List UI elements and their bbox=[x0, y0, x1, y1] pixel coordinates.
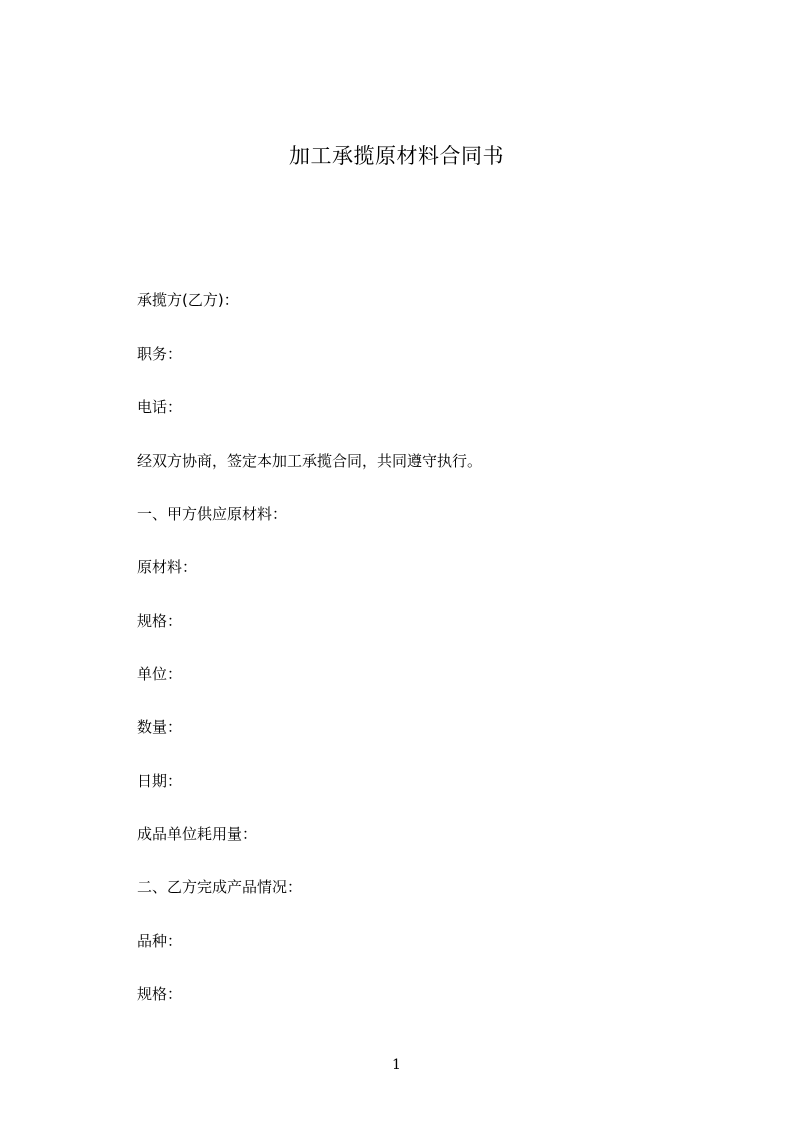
contractor-party-b-label: 承揽方(乙方)： bbox=[137, 291, 239, 309]
document-title: 加工承揽原材料合同书 bbox=[289, 144, 504, 168]
raw-material-label: 原材料： bbox=[137, 558, 198, 576]
section-2-heading: 二、乙方完成产品情况： bbox=[137, 878, 303, 896]
product-variety-label: 品种： bbox=[137, 932, 183, 950]
date-label: 日期： bbox=[137, 772, 183, 790]
quantity-label: 数量： bbox=[137, 718, 183, 736]
product-specification-label: 规格： bbox=[137, 985, 183, 1003]
phone-label: 电话： bbox=[137, 398, 183, 416]
unit-consumption-label: 成品单位耗用量： bbox=[137, 825, 258, 843]
unit-label: 单位： bbox=[137, 665, 183, 683]
section-1-heading: 一、甲方供应原材料： bbox=[137, 505, 288, 523]
agreement-statement: 经双方协商，签定本加工承揽合同，共同遵守执行。 bbox=[137, 452, 483, 470]
page-number: 1 bbox=[392, 1057, 401, 1073]
specification-label: 规格： bbox=[137, 612, 183, 630]
position-label: 职务： bbox=[137, 345, 183, 363]
